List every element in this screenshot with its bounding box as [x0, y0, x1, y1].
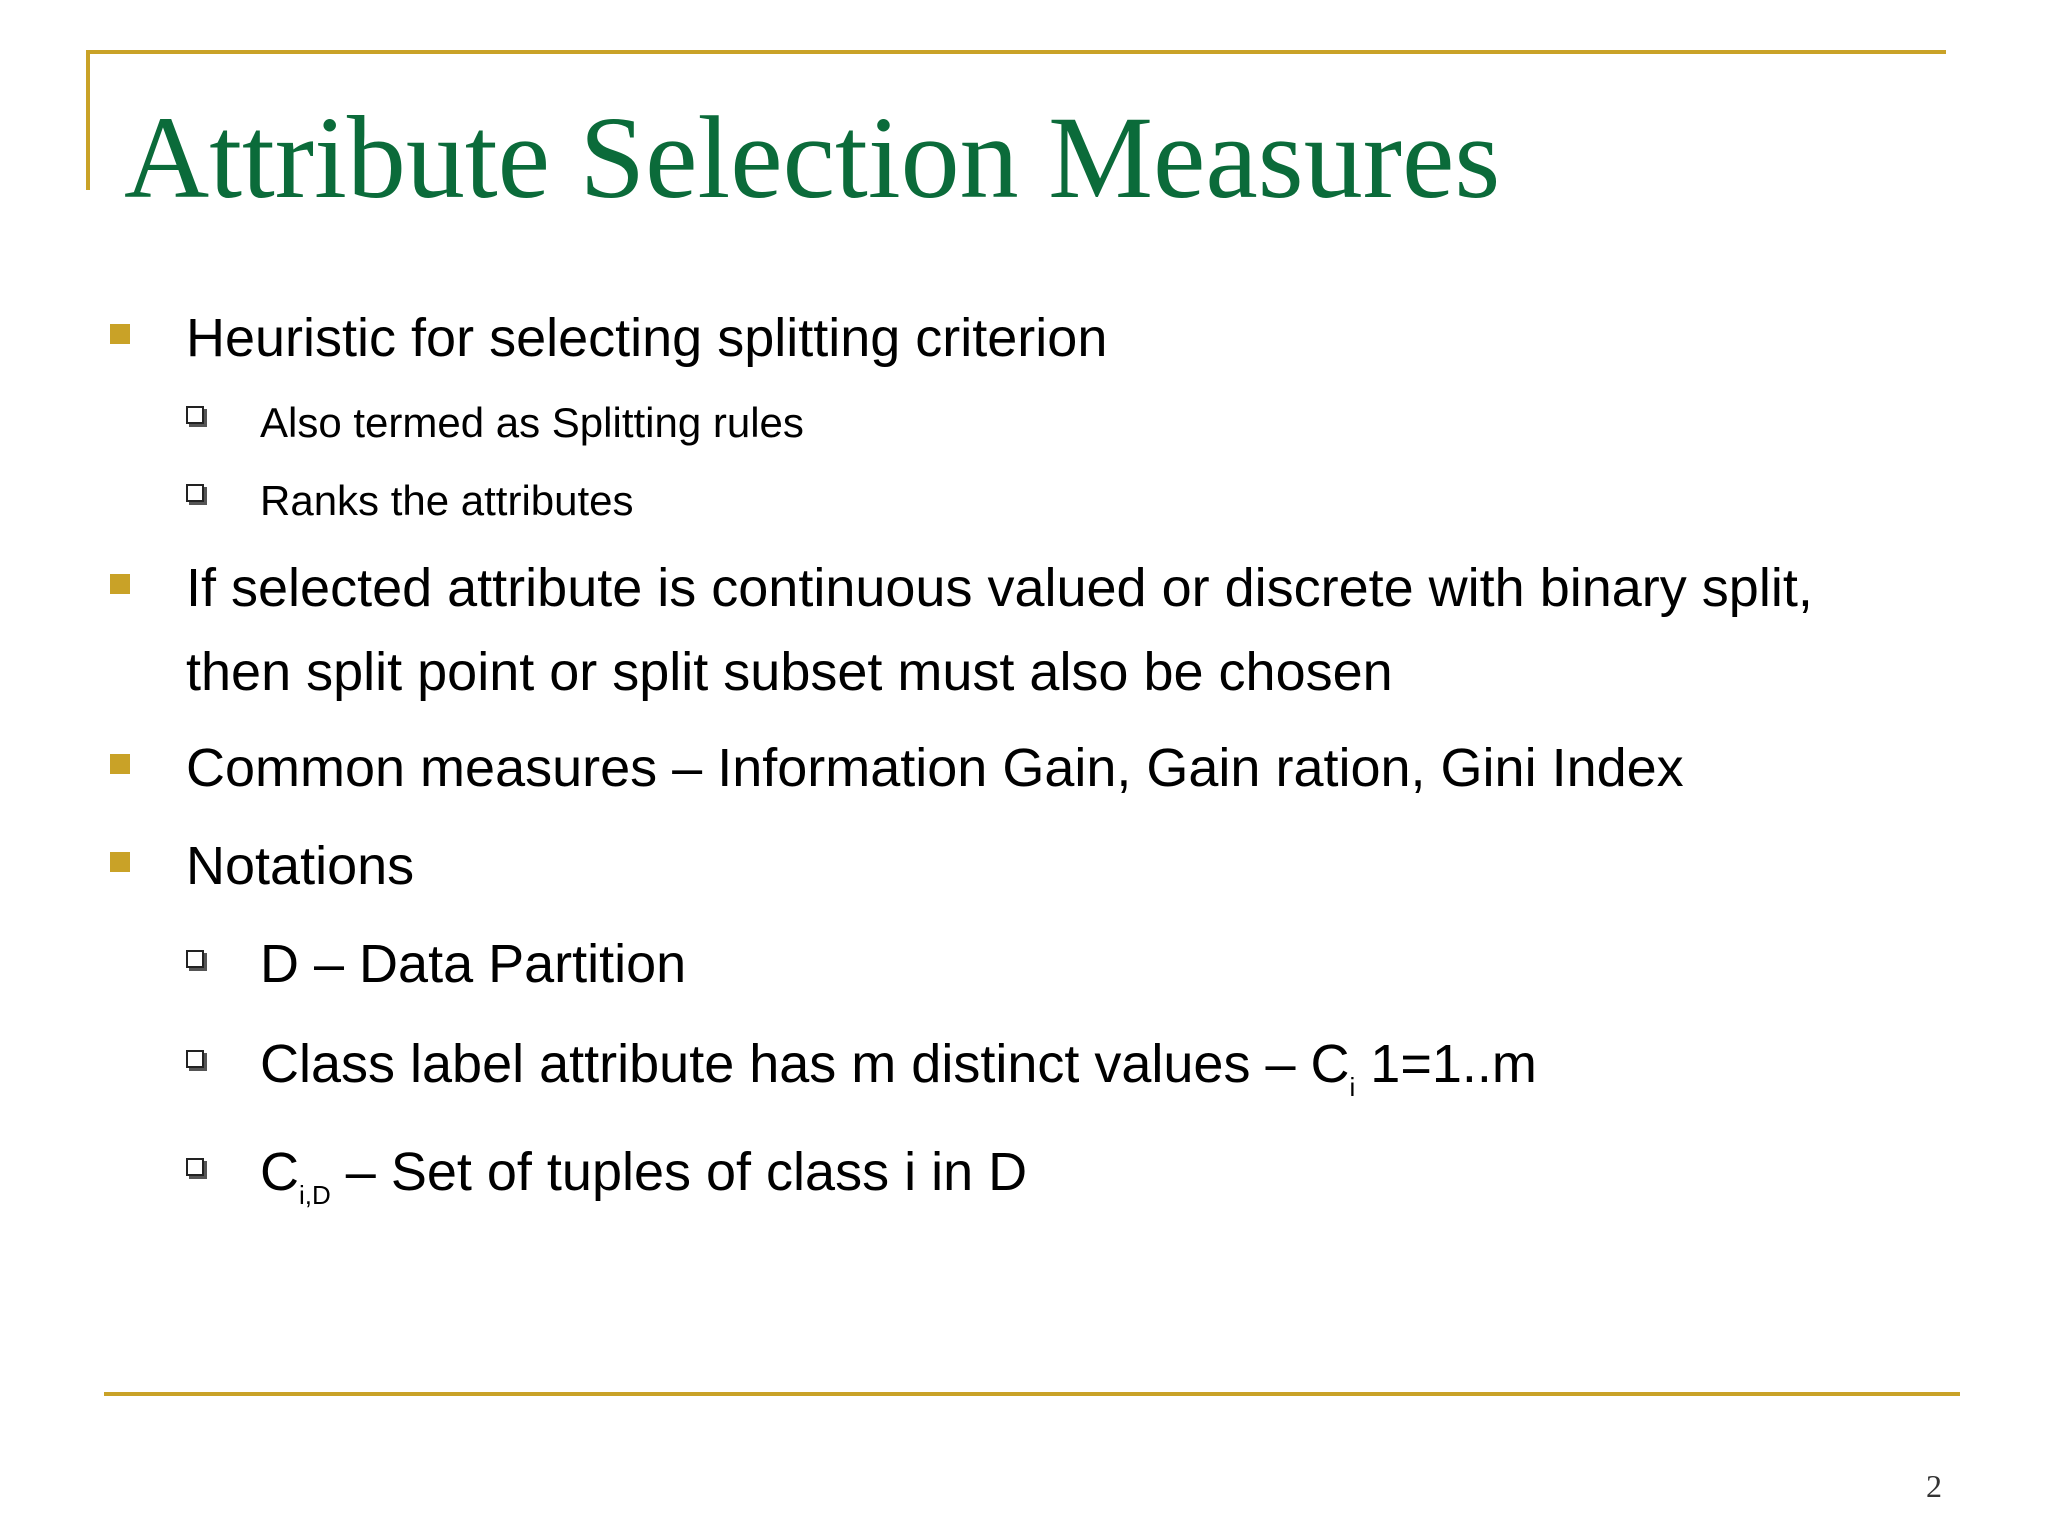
class-label-text: Class label attribute has m distinct values – C	[260, 1034, 1350, 1094]
class-label-subscript: i	[1349, 1072, 1356, 1102]
bullet-square-icon	[110, 754, 130, 774]
sub-bullet-tuples	[260, 1130, 1027, 1237]
bullet-heuristic: Heuristic for selecting splitting criterion	[186, 308, 1108, 368]
tuples-text: – Set of tuples of class i in D	[330, 1142, 1028, 1202]
sub-bullet-splitting-rules: Also termed as Splitting rules	[260, 399, 804, 446]
bullet-continuous-line1: If selected attribute is continuous valued or discrete with binary split,	[186, 558, 1813, 618]
left-rule	[86, 50, 90, 190]
bullet-continuous-line2: then split point or split subset must also be chosen	[186, 642, 1393, 702]
bullet-square-icon	[110, 852, 130, 872]
class-label-range: 1=1..m	[1355, 1034, 1537, 1094]
bottom-rule	[104, 1392, 1960, 1396]
page-number: 2	[1926, 1468, 1942, 1504]
slide-title: Attribute Selection Measures	[124, 92, 1501, 223]
sub-bullet-class-label	[260, 1022, 1537, 1129]
sub-bullet-box-icon	[186, 484, 204, 502]
bullet-square-icon	[110, 574, 130, 594]
bullet-square-icon	[110, 324, 130, 344]
sub-bullet-box-icon	[186, 950, 204, 968]
sub-bullet-box-icon	[186, 1050, 204, 1068]
tuples-subscript: i,D	[299, 1180, 331, 1210]
tuples-symbol: C	[260, 1142, 299, 1202]
sub-bullet-data-partition: D – Data Partition	[260, 934, 687, 994]
sub-bullet-box-icon	[186, 1158, 204, 1176]
bullet-common-measures: Common measures – Information Gain, Gain ration, Gini Index	[186, 738, 1684, 798]
sub-bullet-box-icon	[186, 406, 204, 424]
top-rule	[86, 50, 1946, 54]
bullet-notations: Notations	[186, 836, 415, 896]
sub-bullet-ranks: Ranks the attributes	[260, 477, 634, 524]
